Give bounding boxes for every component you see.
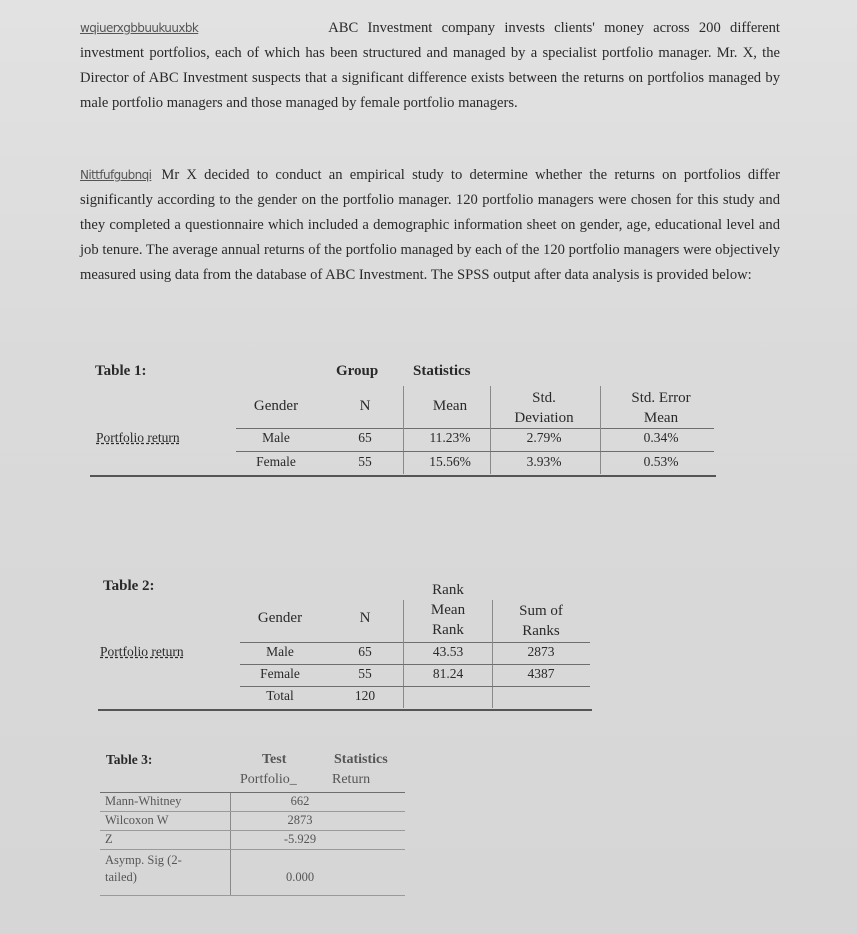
table1-header-rule [236,428,714,429]
table3-row-label-wilcoxon: Wilcoxon W [105,813,169,827]
paragraph-2 [80,163,780,288]
table1-cell-male-sd: 2.79% [526,430,562,445]
table3-rule-2 [100,830,405,831]
table2-cell-male-gender: Male [266,644,294,659]
table2-cell-male-n: 65 [358,644,372,659]
table3-header-rule [100,792,405,793]
table3-title-test: Test [262,752,287,767]
table1-header-n: N [359,398,371,414]
table1-header-std-error-mean [606,388,716,428]
table2-divider-2 [492,600,493,708]
table2-header-rank-line3: Rank [432,622,464,638]
table3-asymp-line1: Asymp. Sig (2- [105,853,182,867]
table1-header-std-deviation [494,388,594,428]
table2-cell-female-gender: Female [260,666,300,681]
table1-title-group: Group [336,363,379,379]
table1-title-statistics: Statistics [413,363,471,379]
table3-header-portfolio: Portfolio_ [240,772,297,787]
table3-header-return: Return [332,772,371,787]
table1-bottom-rule [90,475,716,477]
table2-bottom-rule [98,709,592,711]
table2-header-mean-rank [408,580,488,640]
table1-cell-female-sd: 3.93% [526,454,562,469]
table3-value-mann-whitney: 662 [290,794,310,808]
table2-row-rule-2 [240,686,590,687]
table2-header-sum-of-ranks [496,601,586,641]
table1-divider-2 [490,386,491,474]
table2-cell-female-mean-rank: 81.24 [432,666,464,681]
scribble-text-2: Nittfufgubnqi [80,168,152,182]
table2-header-sum-line1: Sum of [519,603,563,619]
table1-cell-male-gender: Male [262,430,290,445]
table1-header-std-error-line2: Mean [643,410,679,426]
table2-header-rank-line1: Rank [432,582,464,598]
table2-label: Table 2: [103,578,155,594]
table3-value-z: -5.929 [283,832,317,846]
table2-cell-female-n: 55 [358,666,372,681]
table3-bottom-rule [100,895,405,896]
paragraph-2-text: Mr X decided to conduct an empirical study to determine whether the returns on portfolios differ significantly according to the gender on the portfolio manager. 120 portfolio managers were chosen for this study and they completed a questionnaire which included a demographic information sheet on gender, age, educational level and job tenure. The average annual returns of the portfolio managed by each of the 120 portfolio managers were objectively measured using data from the database of ABC Investment. The SPSS output after data analysis is provided below: [80,167,780,283]
table1-header-std-error-line1: Std. Error [631,390,691,406]
table1-cell-male-mean: 11.23% [429,430,471,445]
table2-header-gender: Gender [257,610,303,626]
table2-row-label: Portfolio return [100,644,184,659]
table1-cell-male-se: 0.34% [643,430,679,445]
table1-header-mean: Mean [432,398,468,414]
table3-title-statistics: Statistics [334,752,388,767]
scribble-text-1: wqiuerxgbbuukuuxbk [80,21,199,35]
paragraph-1-text: ABC Investment company invests clients' money across 200 different investment portfolios, each of which has been structured and managed by a specialist portfolio manager. Mr. X, the Director of ABC Investment suspects that a significant difference exists between the returns on portfolios managed by male portfolio managers and those managed by female portfolio managers. [80,20,780,111]
table3-rule-1 [100,811,405,812]
table2-header-rule [240,642,590,643]
table2-cell-total-n: 120 [354,688,376,703]
table3-rule-3 [100,849,405,850]
table1-header-std-deviation-line1: Std. [532,390,556,406]
table2-header-rank-line2: Mean [430,602,466,618]
table2-cell-male-mean-rank: 43.53 [432,644,464,659]
table3-asymp-line2: tailed) [105,870,137,884]
table3-value-wilcoxon: 2873 [287,813,313,827]
table3-divider [230,793,231,895]
table1-cell-female-se: 0.53% [643,454,679,469]
table1-cell-female-gender: Female [256,454,296,469]
table1-header-std-deviation-line2: Deviation [514,410,574,426]
table3-value-asymp-sig: 0.000 [285,870,315,884]
table1-divider-3 [600,386,601,474]
table3-row-label-z: Z [105,832,113,846]
table1-header-gender: Gender [253,398,299,414]
table1-cell-female-n: 55 [358,454,372,469]
table1-row-label: Portfolio return [96,430,180,445]
table2-header-sum-line2: Ranks [522,623,560,639]
table1-row-rule [236,451,714,452]
table2-divider-1 [403,600,404,708]
table2-cell-male-sum-ranks: 2873 [527,644,555,659]
table2-row-rule-1 [240,664,590,665]
table1-cell-female-mean: 15.56% [429,454,471,469]
paragraph-1 [80,16,780,116]
table3-label: Table 3: [106,752,153,767]
table2-header-n: N [359,610,371,626]
table2-cell-total-gender: Total [266,688,294,703]
table3-row-label-mann-whitney: Mann-Whitney [105,794,182,808]
table1-label: Table 1: [95,363,147,379]
table2-cell-female-sum-ranks: 4387 [527,666,555,681]
table1-cell-male-n: 65 [358,430,372,445]
table1-divider-1 [403,386,404,474]
table3-row-label-asymp-sig [105,852,182,886]
